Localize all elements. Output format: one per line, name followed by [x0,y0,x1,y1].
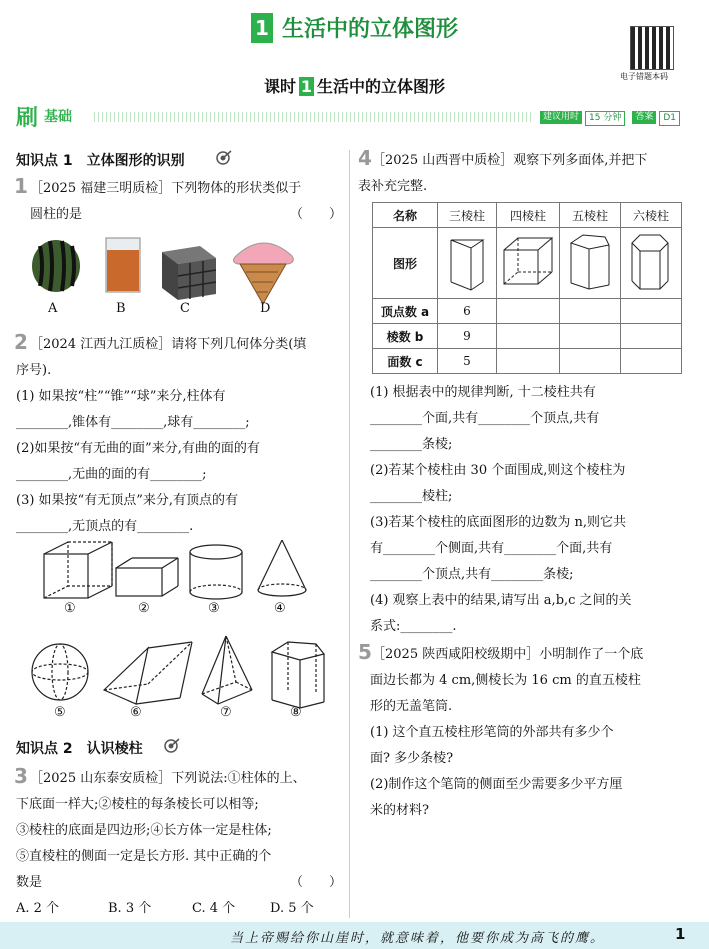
q4-part: (3)若某个棱柱的底面图形的边数为 n,则它共 [370,515,627,530]
question-4-cont [358,174,692,200]
q4-part: ________条棱; [370,437,453,452]
q2-line: (2)如果按“有无曲的面”来分,有曲的面的有 [16,441,260,456]
q3-line: ③棱柱的底面是四边形;④长方体一定是柱体; [16,823,272,838]
q4-part: 系式:________. [370,619,457,634]
triangular-prism-shape [445,232,489,292]
target-icon [216,150,232,166]
option-c[interactable]: C. 4 个 [192,901,236,916]
qr-code[interactable] [630,26,674,70]
time-label: 建议用时 [540,111,582,124]
option-b[interactable]: B [116,301,126,316]
table-header: 名称 [373,203,438,228]
rubiks-cube-image [162,246,216,300]
answer-bracket: （ ） [289,207,342,222]
qr-label: 电子错题本码 [620,72,668,81]
q2-line: (3) 如果按“有无顶点”来分,有顶点的有 [16,493,238,508]
section-stripe [94,112,534,122]
polyhedron-table [372,202,682,374]
question-4-parts [370,380,700,640]
q5-line: 面? 多少条棱? [370,751,454,766]
table-row-label: 棱数 b [373,324,438,349]
shape-label: ⑤ [54,705,66,720]
q5-line: (1) 这个直五棱柱形笔筒的外部共有多少个 [370,725,614,740]
table-row-label: 图形 [373,228,438,299]
q2-line: ________,锥体有________,球有________; [16,415,250,430]
pentagonal-prism-shape [272,642,324,708]
option-b[interactable]: B. 3 个 [108,901,152,916]
question-number: 1 [14,174,28,198]
answer-bracket: （ ） [289,875,342,890]
table-cell: 5 [438,349,497,374]
triangular-prism-cell [438,228,497,299]
table-cell-blank[interactable] [621,299,682,324]
quadrangular-prism-shape [500,232,556,292]
q4-part: ________个顶点,共有________条棱; [370,567,574,582]
table-header: 三棱柱 [438,203,497,228]
q5-line: ［2025 陕西咸阳校级期中］小明制作了一个底 [372,647,644,662]
q1-line: 圆柱的是 [30,207,83,222]
table-cell-blank[interactable] [621,349,682,374]
time-value: 15 分钟 [585,111,625,126]
question-number: 4 [358,146,372,170]
cube-shape [44,542,112,598]
shape-label: ⑧ [290,705,302,720]
lesson-prefix: 课时 [263,77,296,96]
page-number: 1 [675,925,686,943]
table-cell-blank[interactable] [560,349,621,374]
chapter-header [0,12,709,43]
lesson-title [0,74,709,97]
cone-shape [258,540,306,596]
shape-label: ① [64,601,76,616]
q2-line: ________,无曲的面的有________; [16,467,207,482]
q5-line: 形的无盖笔筒. [370,699,453,714]
q4-part: 有________个侧面,共有________个面,共有 [370,541,613,556]
ice-cream-image [233,243,293,304]
table-row-label: 顶点数 a [373,299,438,324]
chapter-number: 1 [251,13,273,43]
table-cell-blank[interactable] [497,324,560,349]
q5-line: 面边长都为 4 cm,侧棱长为 16 cm 的直五棱柱 [370,673,641,688]
table-cell-blank[interactable] [560,324,621,349]
section-icon: 刷 [16,106,39,131]
q5-line: 米的材料? [370,803,429,818]
question-2-body [16,358,344,540]
option-a[interactable]: A [48,301,58,316]
column-divider [349,150,350,918]
question-3-body [16,792,342,922]
quadrangular-prism-cell [497,228,560,299]
question-1 [30,176,342,228]
shape-label: ④ [274,601,286,616]
section-title: 基础 [44,109,72,125]
q4-part: ________个面,共有________个顶点,共有 [370,411,600,426]
knowledge-point-1: 知识点 1 立体图形的识别 [16,153,185,169]
question-5-body [370,668,700,824]
question-number: 2 [14,330,28,354]
option-d[interactable]: D [260,301,271,316]
question-number: 5 [358,640,372,664]
chapter-title: 生活中的立体图形 [282,17,459,42]
q2-line: ________,无顶点的有________. [16,519,194,534]
glass-cup-image [106,238,140,292]
q3-line: 数是 [16,875,43,890]
q3-line: ⑤直棱柱的侧面一定是长方形. 其中正确的个 [16,849,272,864]
hexagonal-prism-cell [621,228,682,299]
cuboid-shape [116,558,178,596]
q4-part: (1) 根据表中的规律判断, 十二棱柱共有 [370,385,596,400]
pentagonal-prism-cell [560,228,621,299]
section-tags [540,111,680,126]
target-icon [164,738,180,754]
option-c[interactable]: C [180,301,190,316]
question-number: 3 [14,764,28,788]
table-header: 六棱柱 [621,203,682,228]
q2-line: ［2024 江西九江质检］请将下列几何体分类(填 [30,337,307,352]
option-a[interactable]: A. 2 个 [16,901,60,916]
q4-line: ［2025 山西晋中质检］观察下列多面体,并把下 [372,153,648,168]
q4-line: 表补充完整. [358,179,428,194]
question-5 [372,642,692,668]
hexagonal-prism-shape [626,231,676,293]
footer-motto: 当上帝赐给你山崖时，就意味着，他要你成为高飞的鹰。 [230,931,606,946]
table-cell: 9 [438,324,497,349]
sphere-shape [32,644,88,700]
q2-line: 序号). [16,363,52,378]
pentagonal-prism-shape [565,231,615,293]
shape-label: ③ [208,601,220,616]
q3-line: 下底面一样大;②棱柱的每条棱长可以相等; [16,797,259,812]
table-header: 四棱柱 [497,203,560,228]
table-cell: 6 [438,299,497,324]
triangular-prism-shape [104,642,192,704]
q4-part: (4) 观察上表中的结果,请写出 a,b,c 之间的关 [370,593,632,608]
answer-page: D1 [659,111,680,126]
table-row-label: 面数 c [373,349,438,374]
table-cell-blank[interactable] [497,349,560,374]
shape-label: ⑦ [220,705,232,720]
lesson-number: 1 [300,77,313,96]
pyramid-shape [202,636,252,704]
answer-label: 答案 [632,111,656,124]
question-3 [30,766,342,792]
question-2 [30,332,342,358]
watermelon-image [32,240,80,292]
table-cell-blank[interactable] [497,299,560,324]
table-cell-blank[interactable] [621,324,682,349]
table-header: 五棱柱 [560,203,621,228]
shape-label: ② [138,601,150,616]
table-cell-blank[interactable] [560,299,621,324]
knowledge-point-2: 知识点 2 认识棱柱 [16,741,143,757]
q5-line: (2)制作这个笔筒的侧面至少需要多少平方厘 [370,777,623,792]
shape-label: ⑥ [130,705,142,720]
lesson-title-text: 生活中的立体图形 [317,77,446,96]
option-d[interactable]: D. 5 个 [270,901,314,916]
q4-part: (2)若某个棱柱由 30 个面围成,则这个棱柱为 [370,463,626,478]
q1-line: ［2025 福建三明质检］下列物体的形状类似于 [30,181,302,196]
q4-part: ________棱柱; [370,489,453,504]
q3-line: ［2025 山东泰安质检］下列说法:①柱体的上、 [30,771,306,786]
question-4 [372,148,692,174]
cylinder-shape [190,545,242,599]
q2-line: (1) 如果按“柱”“锥”“球”来分,柱体有 [16,389,226,404]
